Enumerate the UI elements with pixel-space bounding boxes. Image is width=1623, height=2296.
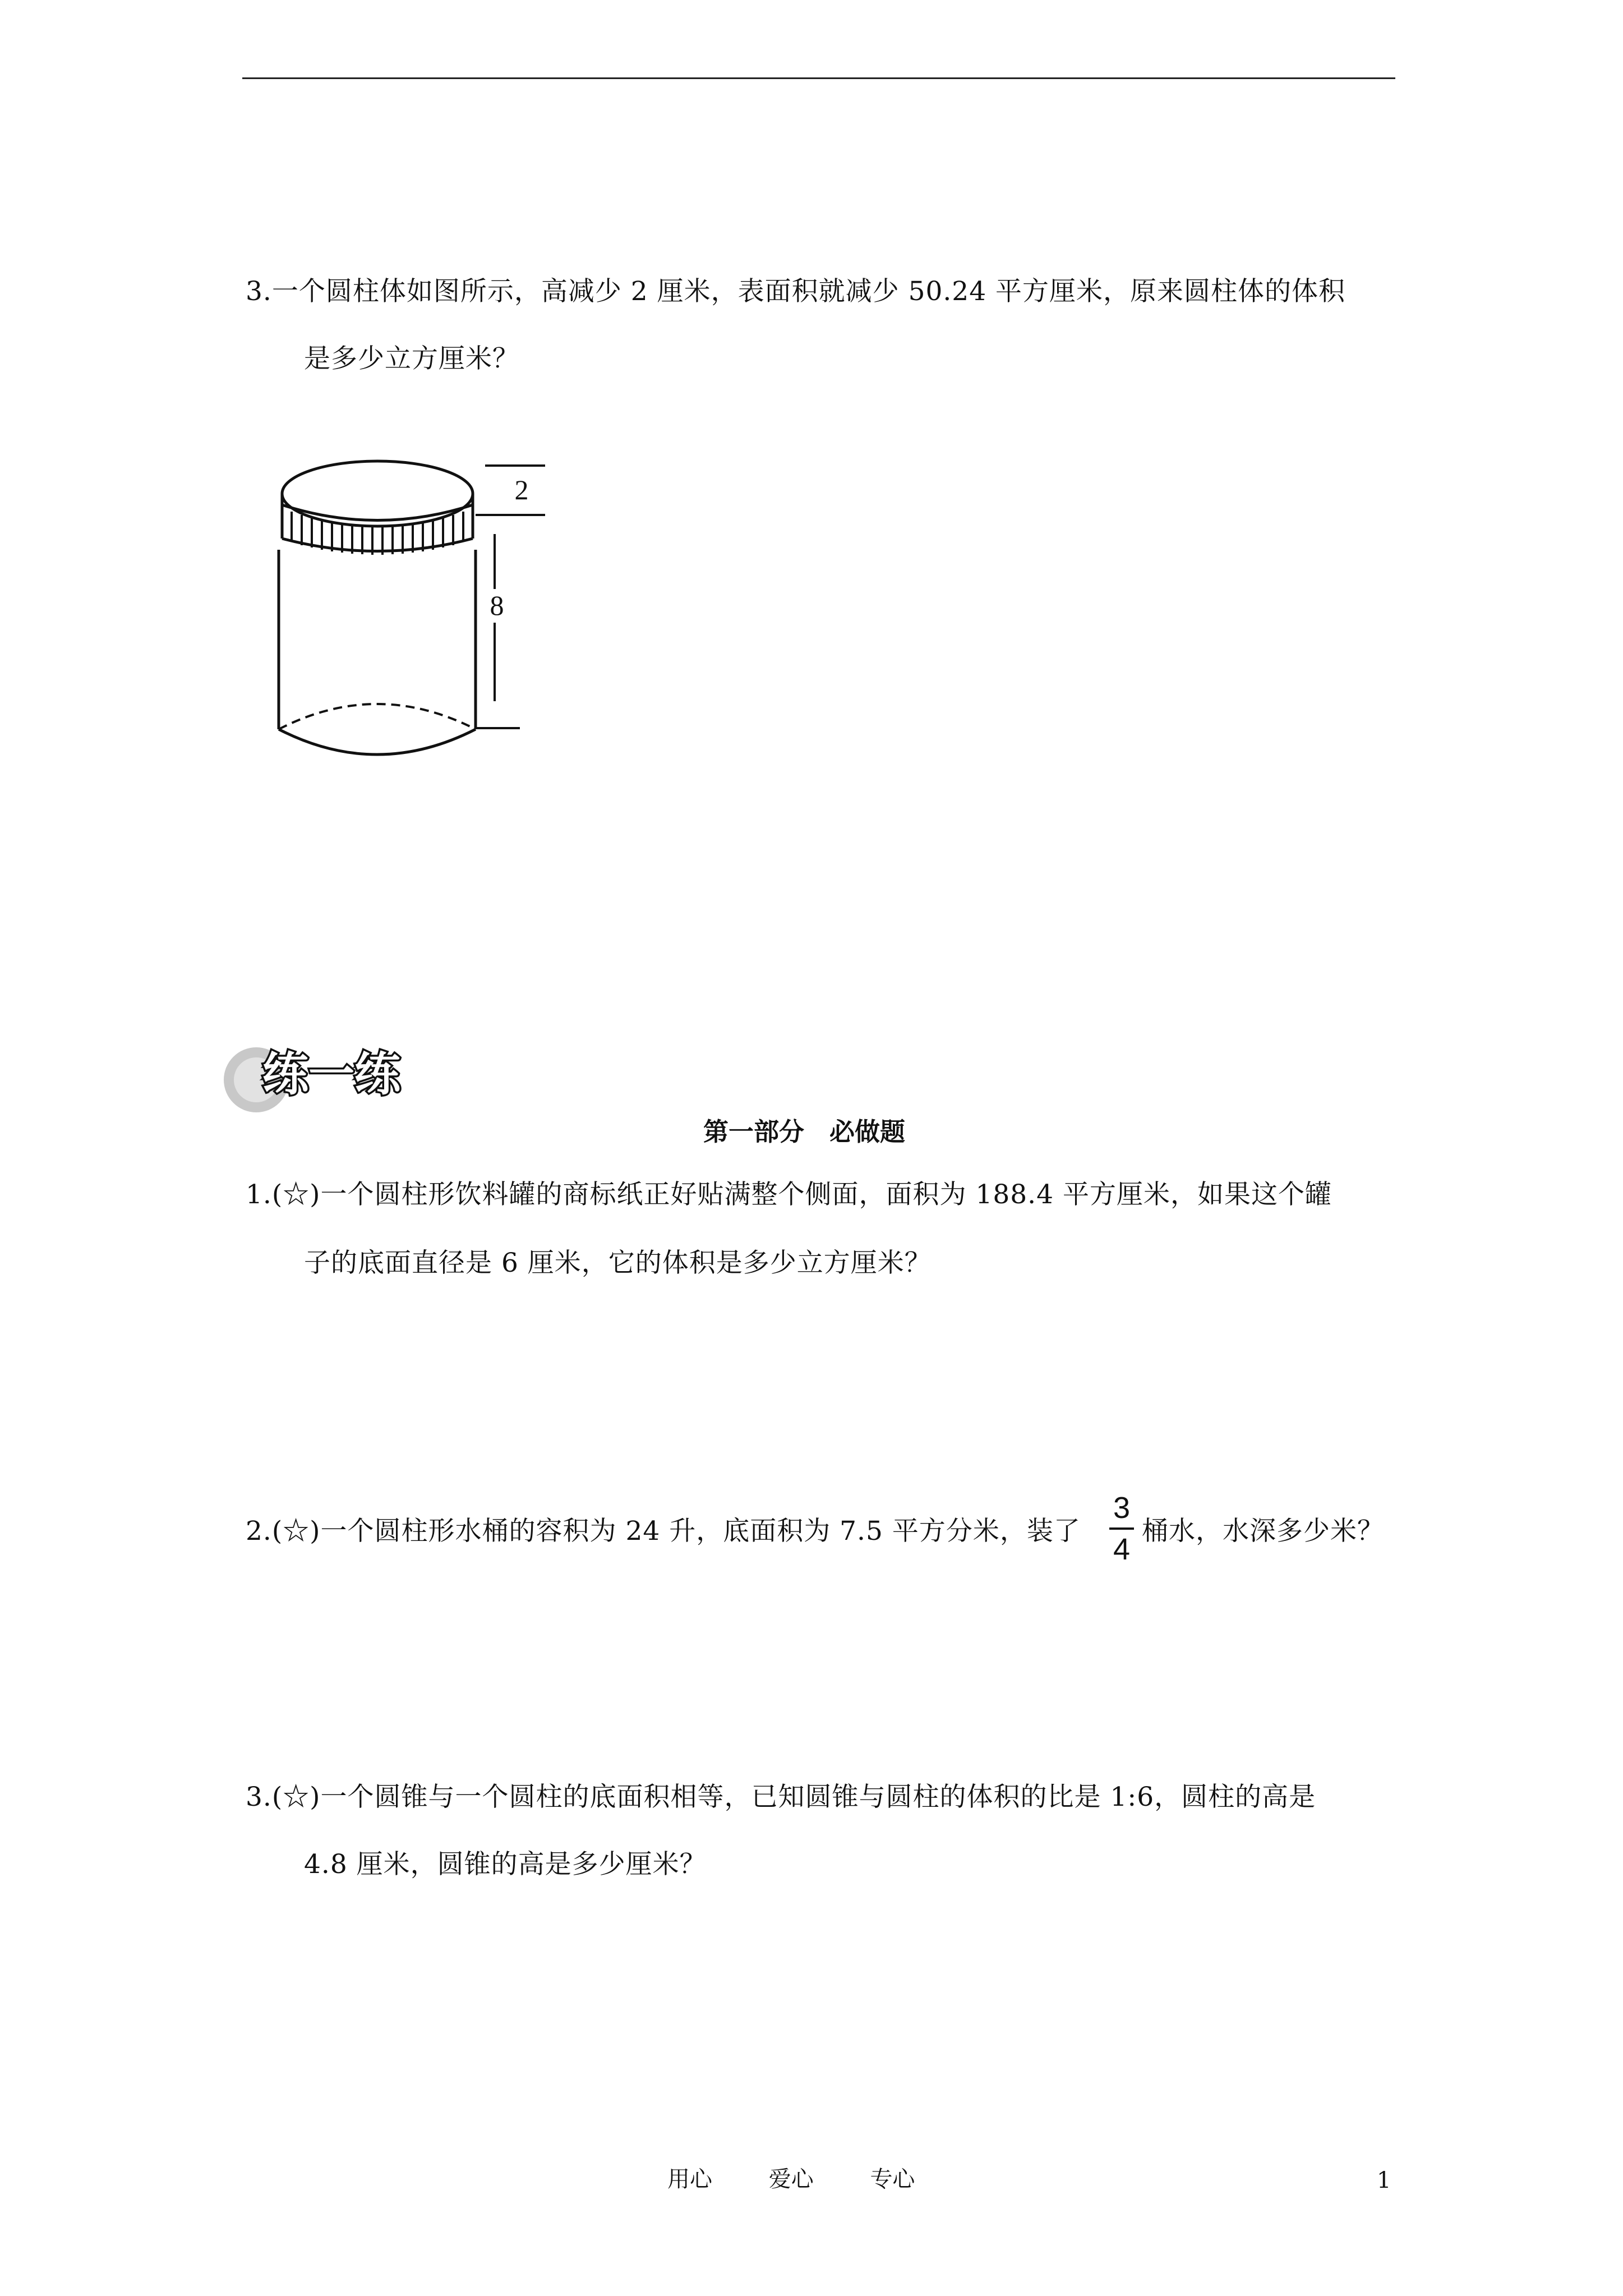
problem-1-line-2: 子的底面直径是 6 厘米，它的体积是多少立方厘米？ <box>304 1248 932 1278</box>
top-dimension-label: 2 <box>514 474 529 505</box>
practice-badge <box>222 1035 423 1116</box>
lid-top-ellipse <box>282 461 473 526</box>
problem-1-line-1: 1.(☆)一个圆柱形饮料罐的商标纸正好贴满整个侧面，面积为 188.4 平方厘米，如果这个罐 <box>246 1179 1332 1210</box>
fraction-bar <box>1109 1527 1134 1530</box>
side-dimension-label: 8 <box>490 590 504 621</box>
intro-problem-line-1: 3.一个圆柱体如图所示，高减少 2 厘米，表面积就减少 50.24 平方厘米，原来圆柱体的体积 <box>246 276 1346 307</box>
base-front-arc <box>279 729 476 754</box>
badge-label: 练一练 <box>262 1048 401 1101</box>
fraction-denominator: 4 <box>1113 1533 1131 1566</box>
base-back-arc <box>279 704 476 729</box>
section-heading: 第一部分 必做题 <box>703 1117 906 1147</box>
intro-problem-line-2: 是多少立方厘米？ <box>304 343 519 374</box>
problem-3-line-1: 3.(☆)一个圆锥与一个圆柱的底面积相等，已知圆锥与圆柱的体积的比是 1:6，圆柱的高是 <box>246 1782 1316 1812</box>
footer-item: 用心 <box>667 2166 712 2192</box>
footer-item: 爱心 <box>768 2166 814 2192</box>
page-number: 1 <box>1377 2168 1391 2193</box>
problem-3-line-2: 4.8 厘米，圆锥的高是多少厘米？ <box>304 1849 707 1880</box>
header-rule <box>242 77 1395 79</box>
problem-2-text-after: 桶水，水深多少米？ <box>1142 1516 1384 1547</box>
problem-2-text-before: 2.(☆)一个圆柱形水桶的容积为 24 升，底面积为 7.5 平方分米，装了 <box>246 1516 1081 1547</box>
footer-motto <box>667 2165 964 2193</box>
fraction <box>1109 1489 1134 1568</box>
cylinder-figure <box>269 443 583 780</box>
fraction-numerator: 3 <box>1113 1491 1131 1525</box>
footer-item: 专心 <box>870 2166 915 2192</box>
